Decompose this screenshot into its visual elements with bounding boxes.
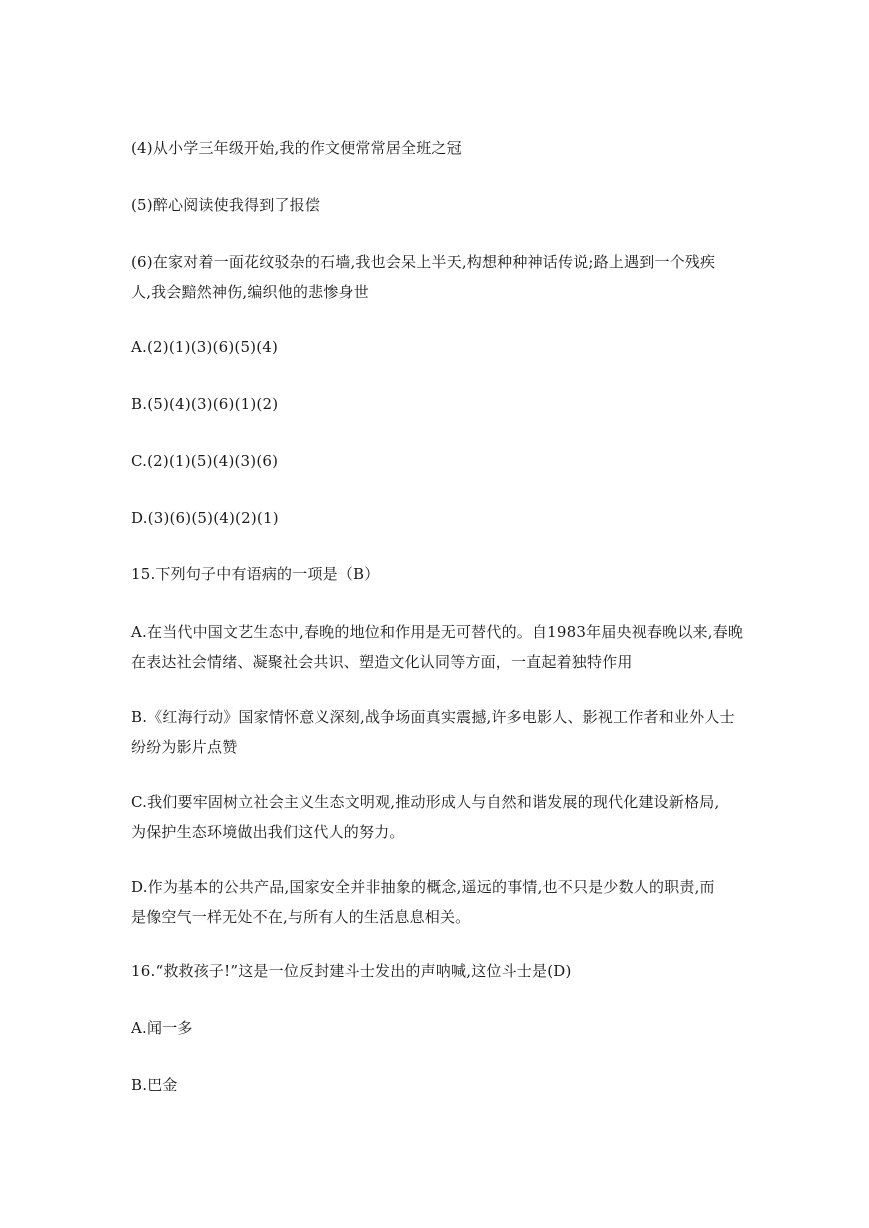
- q15-option-a: [131, 617, 744, 677]
- q16-stem: 16.“救救孩子!”这是一位反封建斗士发出的声呐喊,这位斗士是(D): [131, 962, 572, 980]
- q15-option-d-line-2: 是像空气一样无处不在,与所有人的生活息息相关。: [131, 908, 471, 926]
- q14-option-b: B.(5)(4)(3)(6)(1)(2): [131, 395, 279, 413]
- q14-option-c: C.(2)(1)(5)(4)(3)(6): [131, 452, 279, 470]
- item-6-line-1: (6)在家对着一面花纹驳杂的石墙,我也会呆上半天,构想种种神话传说;路上遇到一个残疾: [131, 253, 716, 271]
- q14-option-a: A.(2)(1)(3)(6)(5)(4): [131, 338, 279, 356]
- q15-option-a-line-1: A.在当代中国文艺生态中,春晚的地位和作用是无可替代的。自1983年届央视春晚以来,春晚: [131, 623, 744, 641]
- q15-option-c-line-1: C.我们要牢固树立社会主义生态文明观,推动形成人与自然和谐发展的现代化建设新格局,: [131, 793, 720, 811]
- item-6: [131, 247, 741, 307]
- item-6-line-2: 人,我会黯然神伤,编织他的悲惨身世: [131, 283, 369, 301]
- q15-stem: 15.下列句子中有语病的一项是（B）: [131, 565, 380, 583]
- q15-option-b-line-2: 纷纷为影片点赞: [131, 738, 238, 756]
- q16-option-a: A.闻一多: [131, 1019, 193, 1037]
- q15-option-b-line-1: B.《红海行动》国家情怀意义深刻,战争场面真实震撼,许多电影人、影视工作者和业外人士: [131, 708, 735, 726]
- q15-option-a-line-2: 在表达社会情绪、凝聚社会共识、塑造文化认同等方面，一直起着独特作用: [131, 653, 633, 671]
- item-4: (4)从小学三年级开始,我的作文便常常居全班之冠: [131, 139, 462, 157]
- q15-option-b: [131, 702, 741, 762]
- item-5: (5)醉心阅读使我得到了报偿: [131, 196, 321, 214]
- q16-option-b: B.巴金: [131, 1076, 178, 1094]
- q15-option-d: [131, 872, 741, 932]
- q14-option-d: D.(3)(6)(5)(4)(2)(1): [131, 509, 279, 527]
- q15-option-c-line-2: 为保护生态环境做出我们这代人的努力。: [131, 823, 405, 841]
- q15-option-d-line-1: D.作为基本的公共产品,国家安全并非抽象的概念,遥远的事情,也不只是少数人的职责,而: [131, 878, 715, 896]
- q15-option-c: [131, 787, 741, 847]
